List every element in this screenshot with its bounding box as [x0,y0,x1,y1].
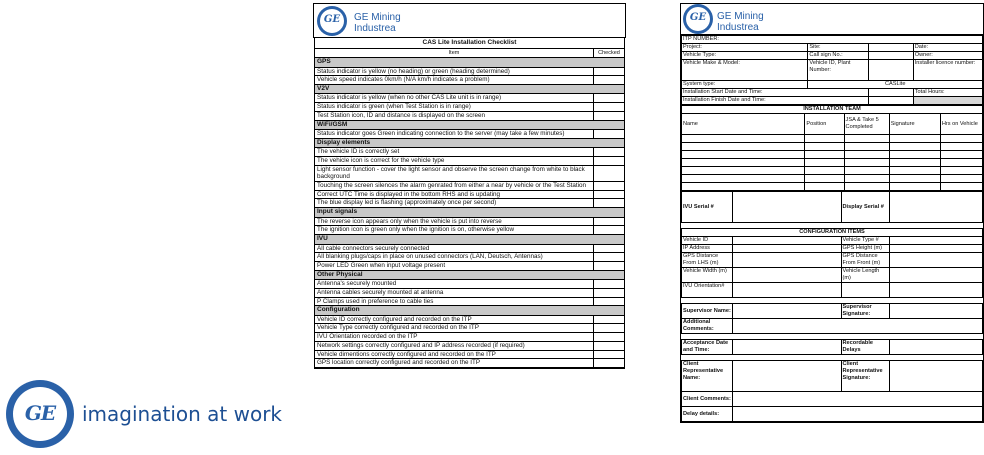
checklist-row [315,68,624,77]
checked-cell[interactable] [594,103,624,111]
checklist-item-text: GPS location correctly configured and recorded on the ITP [315,359,594,367]
checked-cell[interactable] [594,157,624,165]
checklist-row [315,103,624,112]
checklist-item-text: Vehicle Type correctly configured and recorded on the ITP [315,324,594,332]
checklist-item-text: Correct UTC Time is displayed in the bottom RHS and is updating [315,191,594,199]
checklist-item-text: Touching the screen silences the alarm genrated from either a near by vehicle or the Test Station [315,182,594,190]
config-row [682,283,983,298]
display-serial-label: Display Serial # [841,192,889,223]
delay-details-label: Delay details: [682,407,733,422]
checked-cell[interactable] [594,280,624,288]
checklist-ge-monogram: GE [323,14,341,25]
config-label: Vehicle Width (m) [682,268,733,283]
acceptance-label: Acceptance Date and Time: [682,340,733,355]
client-comments-label: Client Comments: [682,392,733,407]
checklist-row [315,333,624,342]
itp-form [680,34,984,423]
team-cell[interactable] [844,143,889,151]
checklist-item-text: The vehicle icon is correct for the vehicle type [315,157,594,165]
team-cell[interactable] [889,183,940,191]
itp-ge-logo [683,4,713,34]
ge-monogram: GE [24,401,56,425]
team-cell[interactable] [889,159,940,167]
checklist-row [315,166,624,182]
checklist-row [315,94,624,103]
checklist-table [314,37,625,369]
checklist-item-text: Power LED Green when input voltage present [315,262,594,270]
checklist-section-header: IVU [315,235,624,245]
itp-brand-line1: GE Mining [717,11,764,22]
team-row [682,167,983,175]
config-row [682,253,983,268]
ge-logo [6,380,74,448]
install-finish-label: Installation Finish Date and Time: [682,97,869,105]
checklist-row [315,182,624,191]
checklist-item-text: Status indicator is yellow (no heading) or green (heading determined) [315,68,594,76]
team-cell[interactable] [889,175,940,183]
checklist-item-text: Antenna's securely mounted [315,280,594,288]
checked-cell[interactable] [594,253,624,261]
team-col-header: Name [682,114,805,135]
config-value[interactable] [733,245,841,253]
checklist-item-text: P Clamps used in preference to cable ties [315,298,594,306]
config-value[interactable] [889,237,982,245]
team-cell[interactable] [805,183,844,191]
vehicle-type-label: Vehicle Type: [682,52,808,60]
checked-cell[interactable] [594,262,624,270]
checked-cell[interactable] [594,182,624,190]
team-cell[interactable] [940,175,982,183]
checklist-item-text: Vehicle speed indicates 0km/h (N/A km/h indicates a problem) [315,76,594,84]
checklist-title: CAS Lite Installation Checklist [315,38,624,49]
checklist-row [315,253,624,262]
team-cell[interactable] [682,143,805,151]
checklist-item-text: All cable connectors securely connected [315,245,594,253]
date-label: Date: [913,44,982,52]
checklist-section-header: WiFi/GSM [315,121,624,131]
team-cell[interactable] [889,143,940,151]
checklist-row [315,359,624,368]
checklist-row [315,199,624,208]
checklist-row [315,280,624,289]
config-label: GPS Height (m) [841,245,889,253]
checklist-item-text: Network settings correctly configured and IP address recorded (if required) [315,342,594,350]
checklist-row [315,262,624,271]
team-cell[interactable] [844,183,889,191]
checklist-ge-logo [317,6,347,36]
checklist-row [315,157,624,166]
checklist-item-text: Antenna cables securely mounted at antenna [315,289,594,297]
config-title: CONFIGURATION ITEMS [682,229,983,237]
team-cell[interactable] [805,175,844,183]
checked-cell[interactable] [594,226,624,234]
checklist-item-text: All blanking plugs/caps in place on unused connectors (LAN, Deutsch, Antennas) [315,253,594,261]
team-cell[interactable] [940,167,982,175]
team-col-header: Position [805,114,844,135]
itp-ge-monogram: GE [689,12,707,23]
checklist-brand-line2: Industrea [354,23,396,34]
checklist-row [315,298,624,307]
config-label: Vehicle Type # [841,237,889,245]
team-cell[interactable] [940,143,982,151]
checklist-section-header: Configuration [315,306,624,316]
checklist-row [315,112,624,121]
team-cell[interactable] [682,167,805,175]
owner-label: Owner: [913,52,982,60]
tagline: imagination at work [82,402,282,426]
call-sign-label: Call sign No.: [808,52,868,60]
config-row [682,237,983,245]
team-cell[interactable] [844,135,889,143]
team-row [682,151,983,159]
team-title: INSTALLATION TEAM [682,106,983,114]
checklist-sheet [313,3,626,38]
system-type-value: CASLite [808,81,983,89]
itp-header [680,3,984,34]
checklist-section-header: V2V [315,85,624,95]
checklist-item-text: Vehicle dimentions correctly configured and recorded on the ITP [315,351,594,359]
checklist-row [315,351,624,360]
checklist-item-text: Light sensor function - cover the light sensor and observe the screen change from white to black background [315,166,594,181]
checklist-section-header: GPS [315,58,624,68]
team-row [682,159,983,167]
config-value[interactable] [733,253,841,268]
team-cell[interactable] [940,135,982,143]
team-col-header: Hrs on Vehicle [940,114,982,135]
checked-cell[interactable] [594,76,624,84]
team-cell[interactable] [805,135,844,143]
config-value[interactable] [889,268,982,283]
checklist-item-text: Status indicator goes Green indicating connection to the server (may take a few minutes) [315,130,594,138]
config-row [682,245,983,253]
checked-cell[interactable] [594,130,624,138]
checklist-item-text: The blue display led is flashing (approximately once per second) [315,199,594,207]
checked-cell[interactable] [594,94,624,102]
system-type-label: System type: [682,81,808,89]
checked-cell[interactable] [594,342,624,350]
checklist-item-text: IVU Orientation recorded on the ITP [315,333,594,341]
team-row [682,143,983,151]
config-value[interactable] [733,268,841,283]
checklist-item-text: Status indicator is yellow (when no other CAS Lite unit is in range) [315,94,594,102]
team-cell[interactable] [889,151,940,159]
checklist-row [315,316,624,325]
team-cell[interactable] [844,159,889,167]
checklist-item-text: Vehicle ID correctly configured and recorded on the ITP [315,316,594,324]
config-label: Vehicle ID [682,237,733,245]
checked-cell[interactable] [594,218,624,226]
team-row [682,175,983,183]
checklist-item-text: The vehicle ID is correctly set [315,148,594,156]
total-hours-label: Total Hours: [913,89,982,97]
config-label: GPS Distance From LHS (m) [682,253,733,268]
checklist-section-header: Other Physical [315,271,624,281]
itp-brand-line2: Industrea [717,22,759,33]
checklist-header [315,49,624,58]
team-row [682,183,983,191]
config-label [841,283,889,298]
config-value[interactable] [733,237,841,245]
config-label: Vehicle Length (m) [841,268,889,283]
checklist-brand-line1: GE Mining [354,12,401,23]
checklist-item-text: Test Station icon, ID and distance is displayed on the screen [315,112,594,120]
checklist-row [315,324,624,333]
team-row [682,135,983,143]
checklist-item-text: The reverse icon appears only when the vehicle is put into reverse [315,218,594,226]
recordable-delays-label: Recordable Delays [841,340,889,355]
team-cell[interactable] [844,175,889,183]
checked-cell[interactable] [594,289,624,297]
checklist-section-header: Display elements [315,139,624,149]
team-cell[interactable] [844,167,889,175]
checked-cell[interactable] [594,199,624,207]
team-cell[interactable] [682,175,805,183]
checklist-item-text: Status indicator is green (when Test Station is in range) [315,103,594,111]
team-cell[interactable] [889,135,940,143]
additional-comments-label: Additional Comments: [682,319,733,334]
team-cell[interactable] [889,167,940,175]
checklist-item-text: The ignition icon is green only when the ignition is on, otherwise yellow [315,226,594,234]
client-rep-signature-label: Client Representative Signature: [841,361,889,392]
installer-licence-label: Installer licence number: [913,60,982,81]
checklist-row [315,289,624,298]
checked-cell[interactable] [594,324,624,332]
team-cell[interactable] [682,183,805,191]
checklist-body [315,58,624,368]
checked-cell[interactable] [594,245,624,253]
config-value[interactable] [733,283,841,298]
team-cell[interactable] [805,143,844,151]
project-label: Project: [682,44,808,52]
col-checked: Checked [598,50,620,56]
vehicle-id-plant-label: Vehicle ID, Plant Number: [808,60,868,81]
checklist-row [315,148,624,157]
config-row [682,268,983,283]
team-col-header: Signature [889,114,940,135]
checked-cell[interactable] [594,359,624,367]
site-label: Site: [808,44,868,52]
checked-cell[interactable] [594,148,624,156]
team-cell[interactable] [805,151,844,159]
checklist-row [315,191,624,200]
config-label: GPS Distance From Front (m) [841,253,889,268]
team-cell[interactable] [682,135,805,143]
checklist-section-header: Input signals [315,208,624,218]
team-cell[interactable] [940,159,982,167]
config-label: IVU Orientation# [682,283,733,298]
checklist-row [315,245,624,254]
checklist-row [315,226,624,235]
checklist-row [315,130,624,139]
team-cell[interactable] [682,151,805,159]
checked-cell[interactable] [594,112,624,120]
team-cell[interactable] [940,151,982,159]
team-cell[interactable] [805,167,844,175]
config-value[interactable] [889,283,982,298]
checked-cell[interactable] [594,166,624,181]
team-cell[interactable] [682,159,805,167]
itp-number: ITP NUMBER: [682,36,983,44]
checked-cell[interactable] [594,298,624,306]
col-item: Item [315,49,594,57]
install-start-label: Installation Start Date and Time: [682,89,869,97]
team-col-header: JSA & Take 5 Completed [844,114,889,135]
team-cell[interactable] [844,151,889,159]
checked-cell[interactable] [594,68,624,76]
config-value[interactable] [889,245,982,253]
checklist-row [315,76,624,85]
config-value[interactable] [889,253,982,268]
checked-cell[interactable] [594,351,624,359]
config-label: IP Address [682,245,733,253]
team-cell[interactable] [940,183,982,191]
checklist-row [315,342,624,351]
checked-cell[interactable] [594,333,624,341]
checked-cell[interactable] [594,316,624,324]
checked-cell[interactable] [594,191,624,199]
checklist-row [315,218,624,227]
team-cell[interactable] [805,159,844,167]
ivu-serial-label: IVU Serial # [682,192,733,223]
supervisor-name-label: Supervisor Name: [682,304,733,319]
vehicle-make-label: Vehicle Make & Model: [682,60,808,81]
supervisor-signature-label: Supervisor Signature: [841,304,889,319]
client-rep-label: Client Representative Name: [682,361,733,392]
